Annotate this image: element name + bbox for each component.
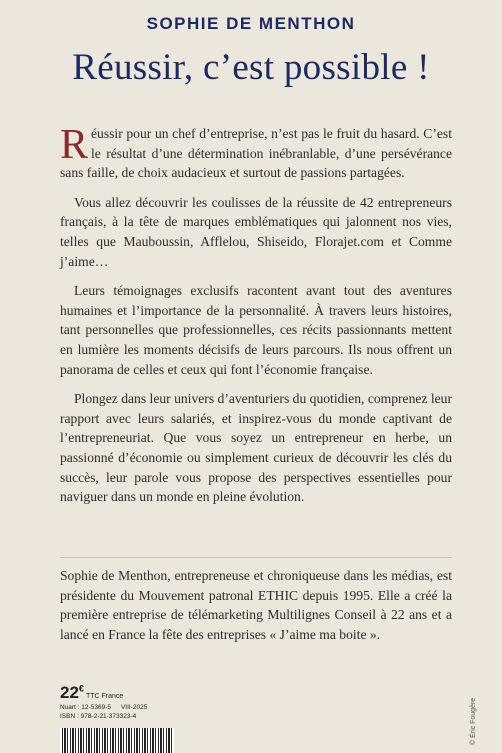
photo-credit: © Éric Fougère [470, 697, 477, 745]
tax-note: TTC France [85, 693, 124, 700]
nuart-code: Nuart : 12-5369-5 [60, 704, 111, 711]
section-divider [60, 557, 452, 558]
blurb-paragraph [60, 124, 452, 183]
edition-code: VIII-2025 [120, 704, 148, 711]
author-bio [60, 566, 452, 644]
author-name: SOPHIE DE MENTHON [146, 14, 356, 33]
price-block [60, 683, 157, 721]
blurb-paragraph: Vous allez découvrir les coulisses de la réussite de 42 entrepreneurs français, à la tête de marques emblématiques qui jalonnent nos vies, telles que Mauboussin, Afflelou, Shiseido, Florajet.com et Comme j’aime… [60, 194, 452, 269]
blurb-paragraph-text: éussir pour un chef d’entreprise, n’est pas le fruit du hasard. C’est le résultat d’une détermination inébranlable, d’une persévérance sans faille, de choix audacieux et surtout de passions partagées. [60, 126, 452, 181]
drop-cap: R [60, 122, 89, 168]
price [60, 683, 157, 703]
book-title: Réussir, c’est possible ! [72, 47, 430, 88]
catalog-codes [60, 704, 157, 712]
currency-symbol: € [78, 683, 84, 694]
isbn: ISBN : 978-2-21-373323-4 [60, 713, 137, 720]
author-bio-text: Sophie de Menthon, entrepreneuse et chroniqueuse dans les médias, est présidente du Mouvement patronal ETHIC depuis 1995. Elle a créé la première entreprise de télémarketing Multilignes Conseil à 22 ans et a lancé en France la fête des entreprises « J’aime ma boite ». [60, 568, 452, 642]
blurb-paragraph: Leurs témoignages exclusifs racontent avant tout des aventures humaines et l’importance de la personnalité. À travers leurs histoires, tant personnelles que professionnelles, ces récits passionnants mettent en lumière les moments décisifs de leurs parcours. Ils nous offrent un panorama de celles et ceux qui font l’économie française. [60, 283, 452, 377]
blurb-paragraph: Plongez dans leur univers d’aventuriers du quotidien, comprenez leur rapport avec leurs salariés, et inspirez-vous du monde captivant de l’entrepreneuriat. Que vous soyez un entrepreneur en herbe, un passionné d’économie ou simplement curieux de découvrir les clés du succès, leur parole vous propose des perspectives essentielles pour naviguer dans un monde en pleine évolution. [60, 391, 452, 505]
price-value: 22 [60, 683, 79, 702]
blurb-text [60, 124, 452, 517]
barcode [60, 728, 174, 753]
